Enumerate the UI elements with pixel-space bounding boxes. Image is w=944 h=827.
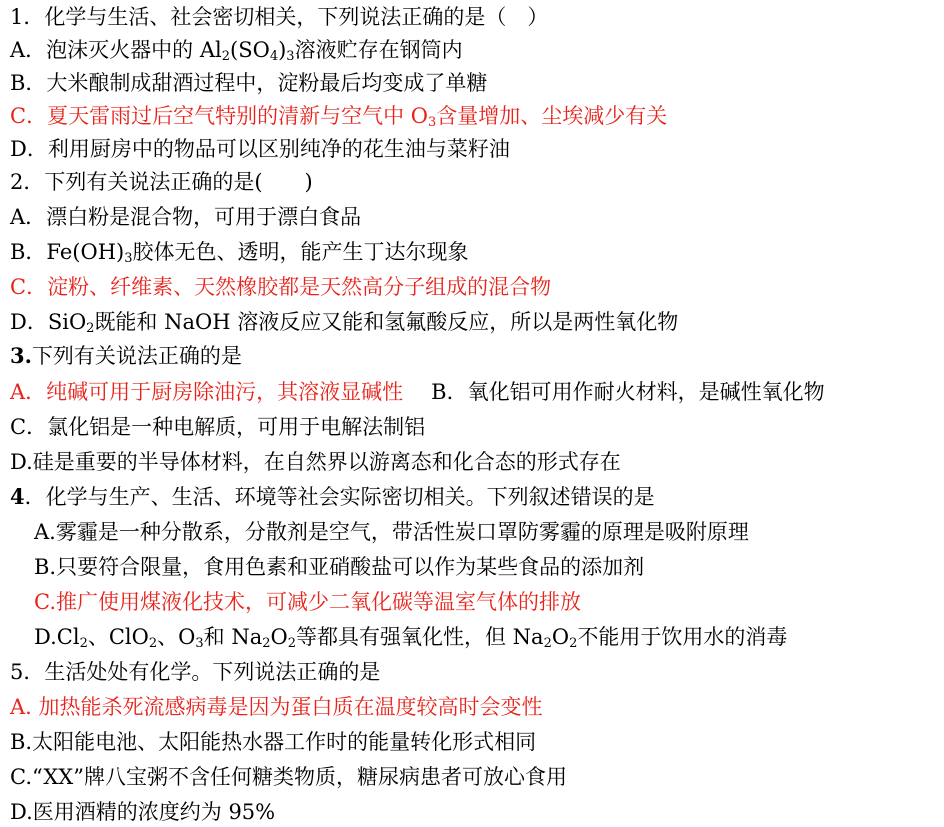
q2-option-b: B．$Fe(OH)_3$胶体无色、透明，能产生丁达尔现象 [10,240,469,266]
q3-option-a-answer: A．纯碱可用于厨房除油污，其溶液显碱性 [10,380,404,404]
q5-stem: 5．生活处处有化学。下列说法正确的是 [10,660,381,684]
q1-option-c-answer: C．夏天雷雨过后空气特别的清新与空气中 $O_3$含量增加、尘埃减少有关 [10,104,668,130]
q1-option-b: B．大米酿制成甜酒过程中，淀粉最后均变成了单糖 [10,71,488,95]
q4-option-d: $D.Cl_2$、ClO$_2$、$O_3$和 $Na_2O_2$等都具有强氧化性，但 $Na_2O_2$不能用于饮用水的消毒 [34,625,788,651]
q2-stem: 2．下列有关说法正确的是( ) [10,170,313,194]
q4-stem: 4．化学与生产、生活、环境等社会实际密切相关。下列叙述错误的是 [10,484,655,509]
q3-option-d: D.硅是重要的半导体材料，在自然界以游离态和化合态的形式存在 [10,450,621,474]
q3-options-ab [10,377,825,407]
q4-option-c-answer: C.推广使用煤液化技术，可减少二氧化碳等温室气体的排放 [34,590,581,614]
q1-option-d: D．利用厨房中的物品可以区别纯净的花生油与菜籽油 [10,137,510,161]
q5-option-c: C.“XX”牌八宝粥不含任何糖类物质，糖尿病患者可放心食用 [10,765,567,789]
q2-option-d: D．SiO$_2$既能和 NaOH 溶液反应又能和氢氟酸反应，所以是两性氧化物 [10,310,679,336]
q1-stem: 1．化学与生活、社会密切相关，下列说法正确的是（ ） [10,5,549,29]
q3-option-c: C．氯化铝是一种电解质，可用于电解法制铝 [10,415,426,439]
q2-option-c-answer: C．淀粉、纤维素、天然橡胶都是天然高分子组成的混合物 [10,275,552,299]
q1-option-a: A．泡沫灭火器中的 $Al_2(SO_4)_3$溶液贮存在钢筒内 [10,38,463,64]
q4-option-a: A.雾霾是一种分散系，分散剂是空气，带活性炭口罩防雾霾的原理是吸附原理 [34,520,749,544]
q2-option-a: A．漂白粉是混合物，可用于漂白食品 [10,205,362,229]
q5-option-b: B.太阳能电池、太阳能热水器工作时的能量转化形式相同 [10,730,537,754]
q5-option-d: D.医用酒精的浓度约为 95% [10,800,276,824]
q3-option-b: B．氧化铝可用作耐火材料，是碱性氧化物 [431,380,825,404]
q4-option-b: B.只要符合限量，食用色素和亚硝酸盐可以作为某些食品的添加剂 [34,555,645,579]
q3-stem: 3.下列有关说法正确的是 [10,343,242,368]
q5-option-a-answer: A. 加热能杀死流感病毒是因为蛋白质在温度较高时会变性 [10,695,543,719]
